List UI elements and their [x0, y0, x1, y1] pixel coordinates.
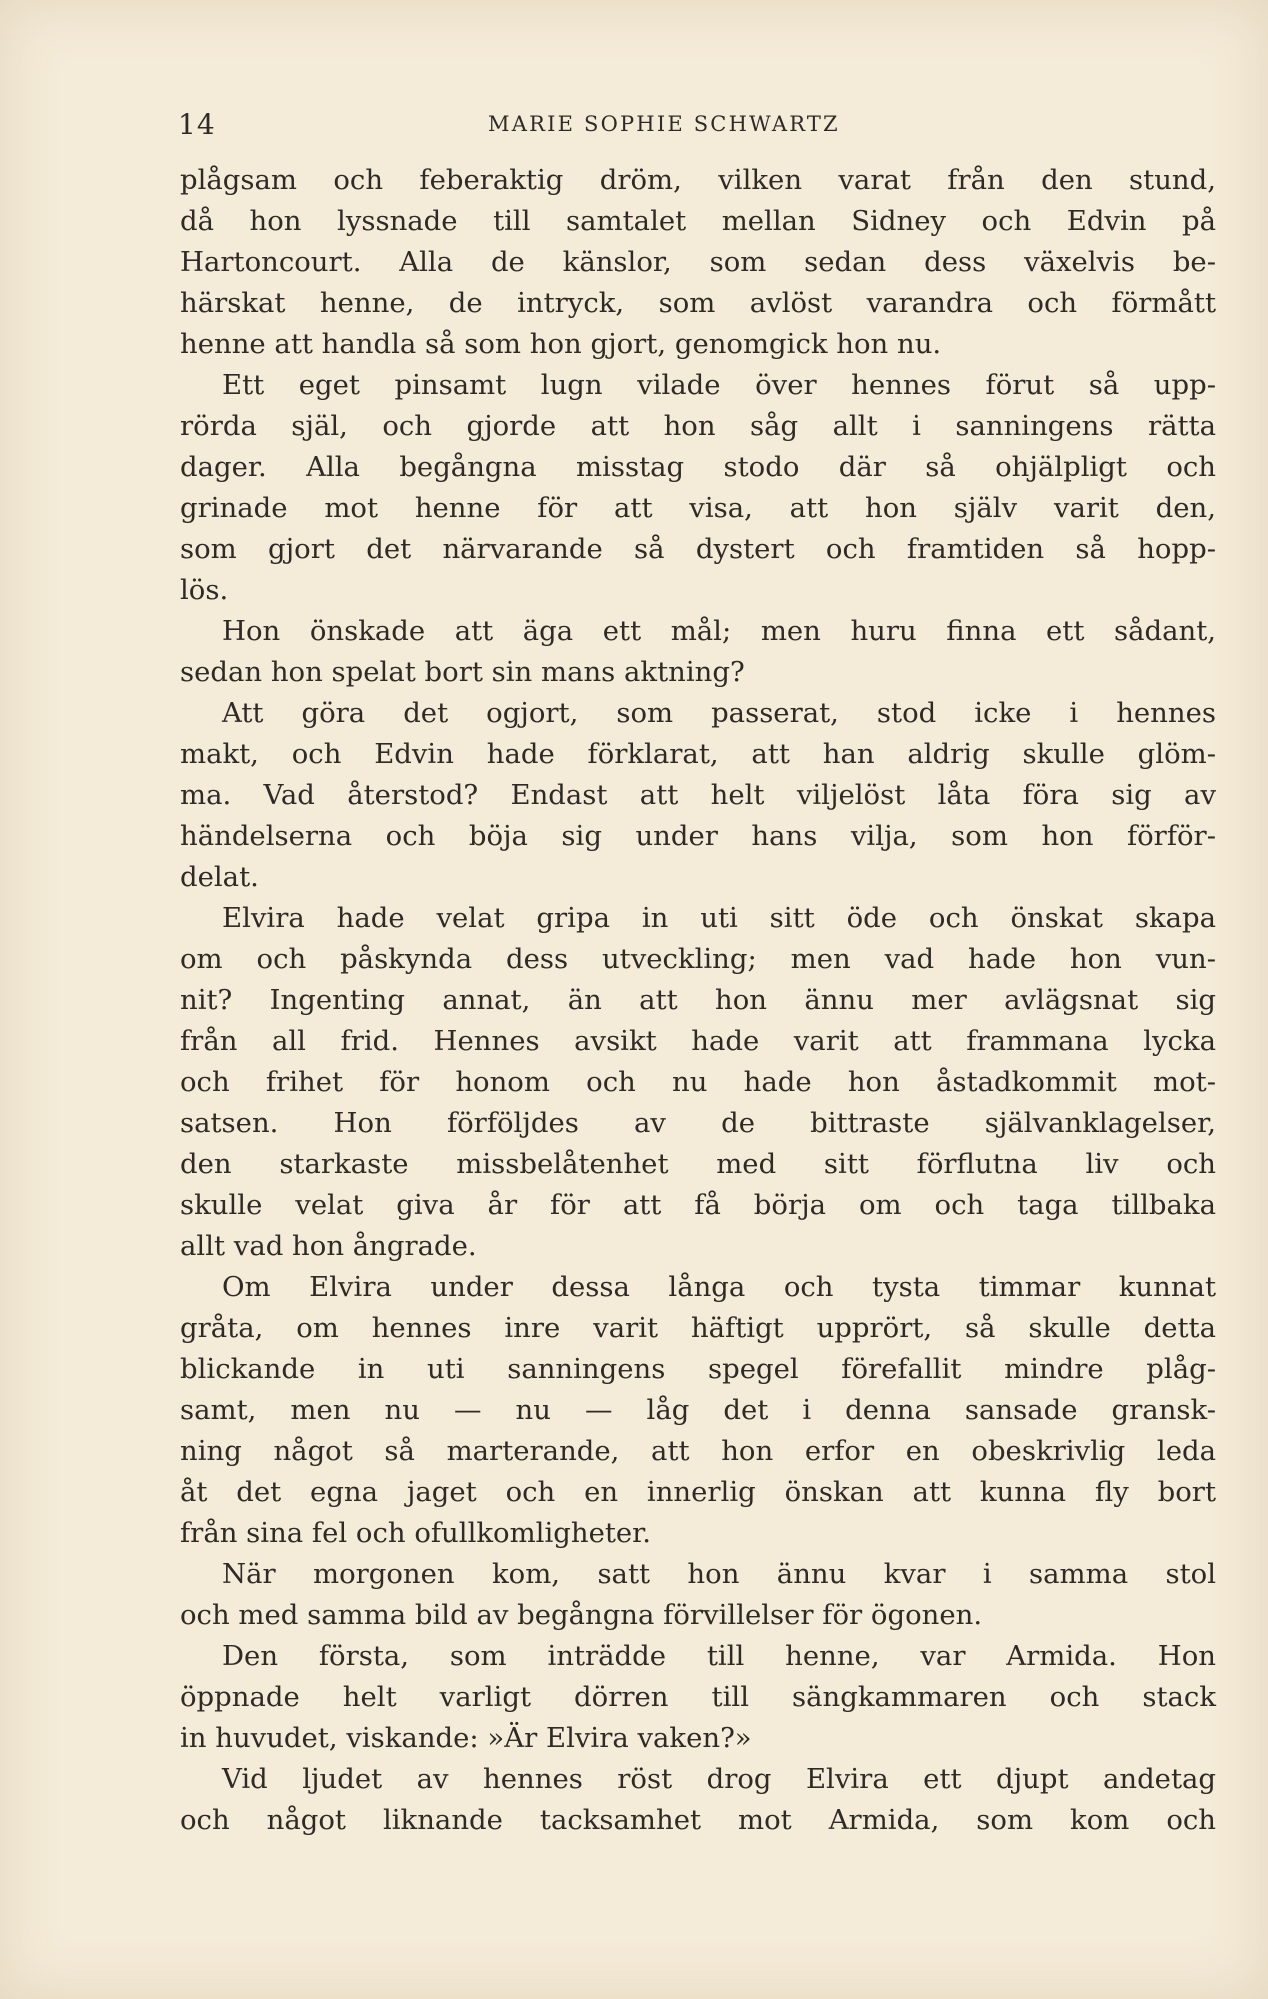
text-line: Den första, som inträdde till henne, var Armida. Hon — [222, 1640, 1216, 1672]
text-line: Hartoncourt. Alla de känslor, som sedan dess växelvis be- — [180, 246, 1216, 278]
text-line: gråta, om hennes inre varit häftigt upprört, så skulle detta — [180, 1312, 1216, 1344]
text-line: Elvira hade velat gripa in uti sitt öde och önskat skapa — [222, 902, 1216, 934]
text-line: åt det egna jaget och en innerlig önskan att kunna fly bort — [180, 1476, 1216, 1508]
text-line: dager. Alla begångna misstag stodo där så ohjälpligt och — [180, 451, 1216, 483]
text-line: Ett eget pinsamt lugn vilade över hennes förut så upp- — [222, 369, 1216, 401]
text-line: allt vad hon ångrade. — [180, 1230, 477, 1262]
text-line: nit? Ingenting annat, än att hon ännu mer avlägsnat sig — [180, 984, 1216, 1016]
text-line: och frihet för honom och nu hade hon åstadkommit mot- — [180, 1066, 1216, 1098]
text-line: plågsam och feberaktig dröm, vilken varat från den stund, — [180, 164, 1216, 196]
text-line: makt, och Edvin hade förklarat, att han aldrig skulle glöm- — [180, 738, 1216, 770]
text-line: från sina fel och ofullkomligheter. — [180, 1517, 652, 1549]
text-line: som gjort det närvarande så dystert och framtiden så hopp- — [180, 533, 1216, 565]
text-line: samt, men nu — nu — låg det i denna sansade gransk- — [180, 1394, 1216, 1426]
text-line: händelserna och böja sig under hans vilja, som hon förför- — [180, 820, 1216, 852]
text-line: ma. Vad återstod? Endast att helt viljelöst låta föra sig av — [180, 779, 1216, 811]
text-line: Att göra det ogjort, som passerat, stod icke i hennes — [222, 697, 1216, 729]
text-line: från all frid. Hennes avsikt hade varit att frammana lycka — [180, 1025, 1216, 1057]
text-line: Hon önskade att äga ett mål; men huru finna ett sådant, — [222, 615, 1216, 647]
text-line: och något liknande tacksamhet mot Armida, som kom och — [180, 1804, 1216, 1836]
text-line: in huvudet, viskande: »Är Elvira vaken?» — [180, 1722, 752, 1754]
text-line: om och påskynda dess utveckling; men vad hade hon vun- — [180, 943, 1216, 975]
text-line: satsen. Hon förföljdes av de bittraste självanklagelser, — [180, 1107, 1216, 1139]
text-line: den starkaste missbelåtenhet med sitt förflutna liv och — [180, 1148, 1216, 1180]
page-header — [178, 108, 1218, 148]
text-line: öppnade helt varligt dörren till sängkammaren och stack — [180, 1681, 1216, 1713]
body-text — [180, 160, 1216, 1841]
text-line: och med samma bild av begångna förvillelser för ögonen. — [180, 1599, 983, 1631]
text-line: delat. — [180, 861, 259, 893]
page-number: 14 — [178, 108, 216, 141]
text-line: När morgonen kom, satt hon ännu kvar i samma stol — [222, 1558, 1216, 1590]
text-line: sedan hon spelat bort sin mans aktning? — [180, 656, 745, 688]
text-line: lös. — [180, 574, 229, 606]
text-line: skulle velat giva år för att få börja om och taga tillbaka — [180, 1189, 1216, 1221]
text-line: härskat henne, de intryck, som avlöst varandra och förmått — [180, 287, 1216, 319]
text-line: då hon lyssnade till samtalet mellan Sidney och Edvin på — [180, 205, 1216, 237]
text-line: henne att handla så som hon gjort, genomgick hon nu. — [180, 328, 942, 360]
text-line: Vid ljudet av hennes röst drog Elvira ett djupt andetag — [222, 1763, 1216, 1795]
text-line: blickande in uti sanningens spegel förefallit mindre plåg- — [180, 1353, 1216, 1385]
text-line: ning något så marterande, att hon erfor en obeskrivlig leda — [180, 1435, 1216, 1467]
text-line: grinade mot henne för att visa, att hon själv varit den, — [180, 492, 1216, 524]
running-head: MARIE SOPHIE SCHWARTZ — [488, 112, 840, 136]
text-line: Om Elvira under dessa långa och tysta timmar kunnat — [222, 1271, 1216, 1303]
text-line: rörda själ, och gjorde att hon såg allt i sanningens rätta — [180, 410, 1216, 442]
